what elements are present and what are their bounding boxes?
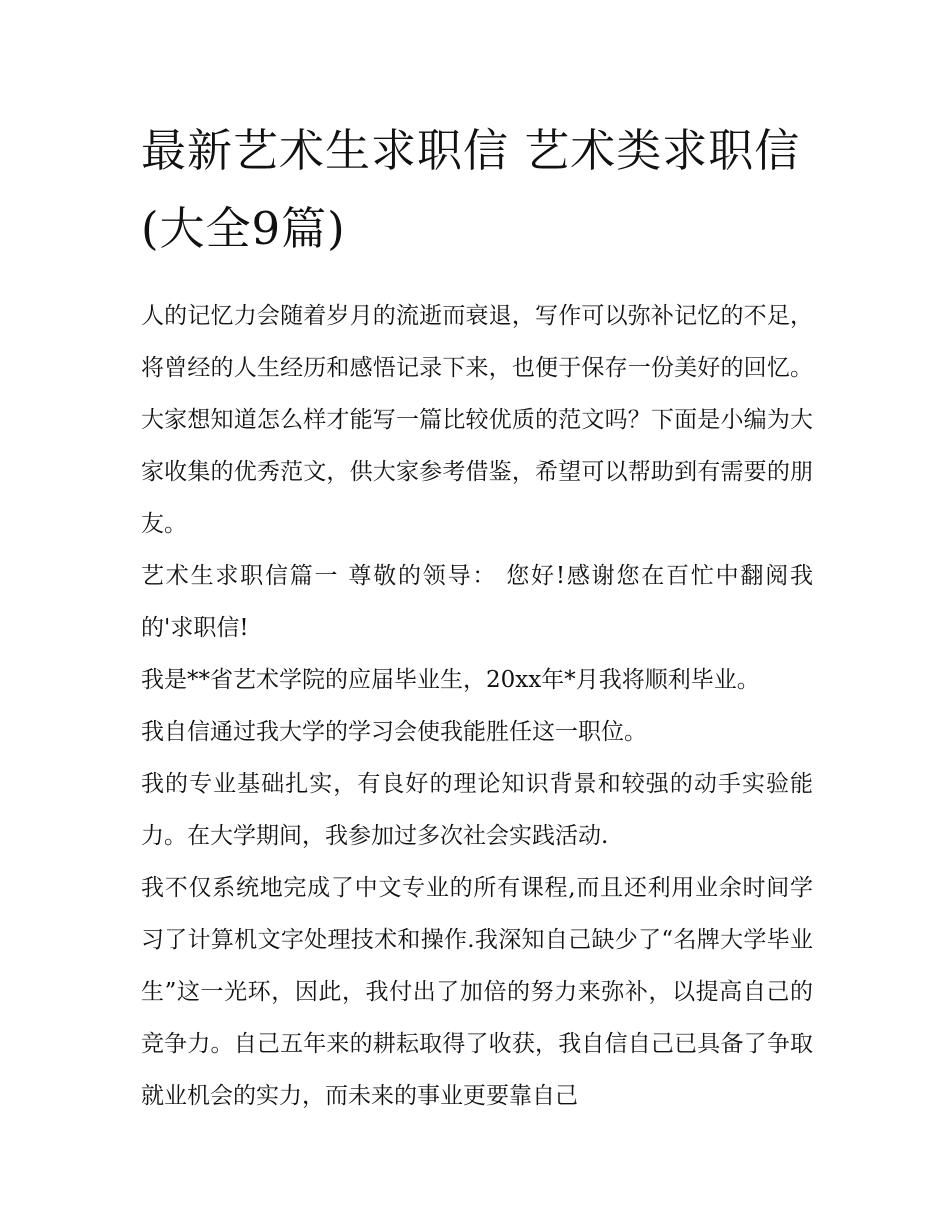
document-page xyxy=(141,112,813,1122)
document-title: 最新艺术生求职信 艺术类求职信(大全9篇) xyxy=(141,124,801,255)
letter-greeting-paragraph: 艺术生求职信篇一 尊敬的领导： 您好!感谢您在百忙中翻阅我的'求职信! xyxy=(141,563,813,641)
letter-paragraph: 我是**省艺术学院的应届毕业生，20xx年*月我将顺利毕业。 xyxy=(141,667,760,693)
intro-paragraph: 人的记忆力会随着岁月的流逝而衰退，写作可以弥补记忆的不足，将曾经的人生经历和感悟记录下来，也便于保存一份美好的回忆。大家想知道怎么样才能写一篇比较优质的范文吗？下面是小编为大家收集的优秀范文，供大家参考借鉴，希望可以帮助到有需要的朋友。 xyxy=(141,303,813,537)
letter-paragraph: 我自信通过我大学的学习会使我能胜任这一职位。 xyxy=(141,719,647,745)
letter-paragraph: 我的专业基础扎实，有良好的理论知识背景和较强的动手实验能力。在大学期间，我参加过多次社会实践活动. xyxy=(141,771,813,849)
letter-paragraph: 我不仅系统地完成了中文专业的所有课程,而且还利用业余时间学习了计算机文字处理技术和操作.我深知自己缺少了“名牌大学毕业生”这一光环，因此，我付出了加倍的努力来弥补，以提高自己的竞争力。自己五年来的耕耘取得了收获，我自信自己已具备了争取就业机会的实力，而未来的事业更要靠自己 xyxy=(141,875,813,1109)
